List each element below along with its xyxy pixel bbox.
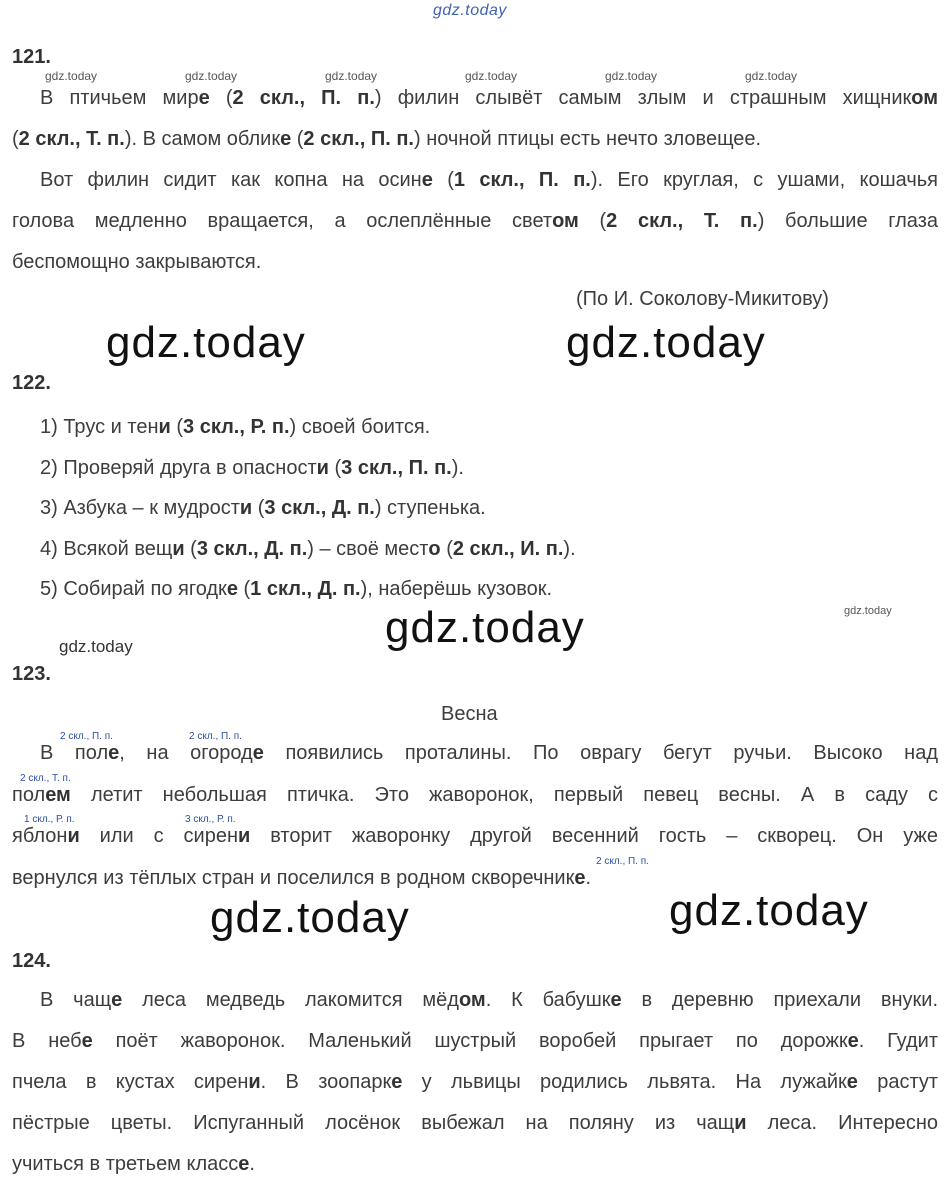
- exercise-121-paragraph-1: [12, 78, 938, 160]
- watermark-small: gdz.today: [465, 69, 518, 83]
- watermark-top: gdz.today: [433, 2, 507, 19]
- watermark-large: gdz.today: [106, 318, 306, 367]
- text-line: В птичьем мире (2 скл., П. п.) филин слывёт самым злым и страшным хищником: [40, 87, 939, 109]
- text-line: учиться в третьем классе.: [12, 1153, 255, 1175]
- watermark-large: gdz.today: [210, 893, 410, 942]
- proverb-item: 5) Собирай по ягодке (1 скл., Д. п.), наберёшь кузовок.: [40, 578, 553, 600]
- text-title: Весна: [441, 703, 498, 725]
- text-line: яблони или с сирени вторит жаворонку другой весенний гость – скворец. Он уже: [12, 825, 938, 847]
- watermark-small: gdz.today: [605, 69, 658, 83]
- text-line: В чаще леса медведь лакомится мёдом. К бабушке в деревню приехали внуки.: [40, 989, 939, 1011]
- text-line: пчела в кустах сирени. В зоопарке у львицы родились львята. На лужайке растут: [12, 1071, 938, 1093]
- text-line: (2 скл., Т. п.). В самом облике (2 скл., П. п.) ночной птицы есть нечто зловещее.: [12, 128, 762, 150]
- exercise-number: 123.: [12, 663, 51, 685]
- case-annotation: 2 скл., Т. п.: [20, 773, 71, 784]
- case-annotation: 1 скл., Р. п.: [24, 814, 75, 825]
- proverb-item: 4) Всякой вещи (3 скл., Д. п.) – своё место (2 скл., И. п.).: [40, 538, 576, 560]
- text-line: полем летит небольшая птичка. Это жаворонок, первый певец весны. А в саду с: [12, 784, 938, 806]
- watermark-medium: gdz.today: [59, 637, 133, 656]
- text-line: голова медленно вращается, а ослеплённые светом (2 скл., Т. п.) большие глаза: [12, 210, 938, 232]
- watermark-small: gdz.today: [185, 69, 238, 83]
- watermark-small: gdz.today: [844, 605, 892, 617]
- watermark-small: gdz.today: [745, 69, 798, 83]
- case-annotation: 2 скл., П. п.: [60, 731, 113, 742]
- exercise-121-paragraph-2: [12, 160, 938, 283]
- watermark-large: gdz.today: [385, 603, 585, 652]
- proverb-item: 2) Проверяй друга в опасности (3 скл., П. п.).: [40, 457, 464, 479]
- text-line: беспомощно закрываются.: [12, 251, 262, 273]
- text-line: В небе поёт жаворонок. Маленький шустрый воробей прыгает по дорожке. Гудит: [12, 1030, 939, 1052]
- source-attribution: (По И. Соколову-Микитову): [576, 288, 829, 310]
- watermark-small: gdz.today: [325, 69, 378, 83]
- case-annotation: 3 скл., Р. п.: [185, 814, 236, 825]
- text-line: вернулся из тёплых стран и поселился в родном скворечнике.: [12, 867, 592, 889]
- proverb-item: 3) Азбука – к мудрости (3 скл., Д. п.) ступенька.: [40, 497, 486, 519]
- case-annotation: 2 скл., П. п.: [596, 856, 649, 867]
- text-line: В поле, на огороде появились проталины. По оврагу бегут ручьи. Высоко над: [40, 742, 938, 764]
- exercise-number: 122.: [12, 372, 51, 394]
- exercise-number: 121.: [12, 46, 51, 68]
- watermark-large: gdz.today: [669, 886, 869, 935]
- text-line: Вот филин сидит как копна на осине (1 скл., П. п.). Его круглая, с ушами, кошачья: [40, 169, 938, 191]
- watermark-large: gdz.today: [566, 318, 766, 367]
- proverb-item: 1) Трус и тени (3 скл., Р. п.) своей боится.: [40, 416, 431, 438]
- exercise-number: 124.: [12, 950, 51, 972]
- text-line: пёстрые цветы. Испуганный лосёнок выбежал на поляну из чащи леса. Интересно: [12, 1112, 939, 1134]
- watermark-small: gdz.today: [45, 69, 98, 83]
- exercise-124-text: [12, 980, 938, 1185]
- case-annotation: 2 скл., П. п.: [189, 731, 242, 742]
